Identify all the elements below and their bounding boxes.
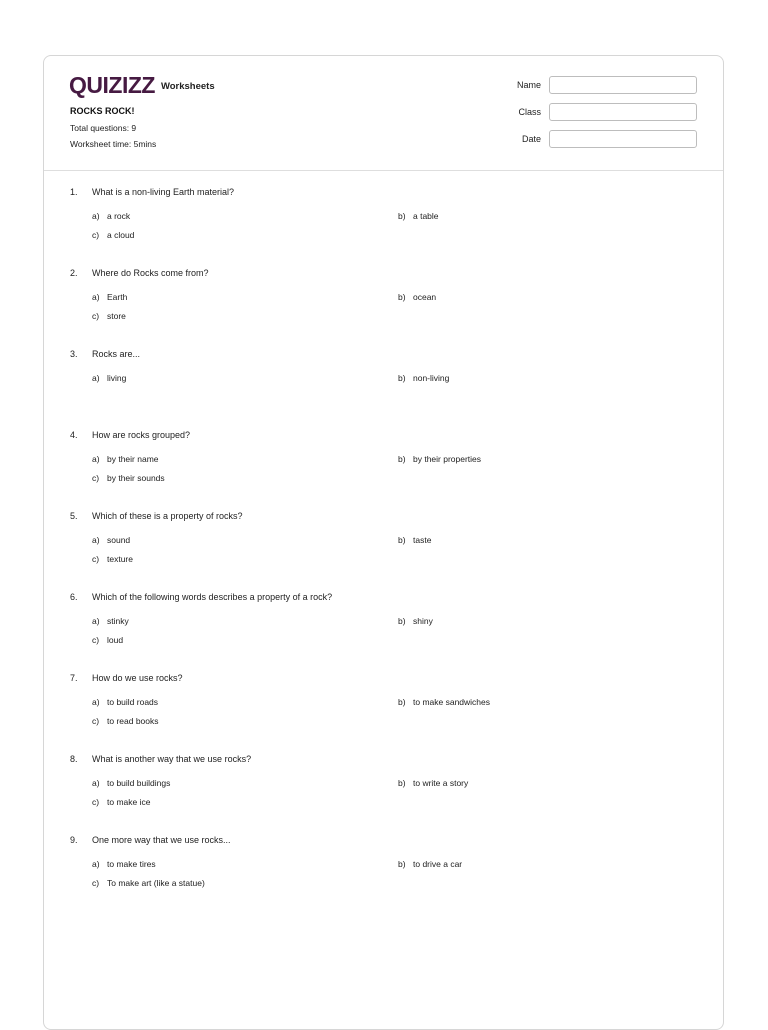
answer-options [92,616,700,656]
worksheet-time: Worksheet time: 5mins [70,139,157,149]
option-letter: c) [92,635,100,645]
answer-option[interactable] [92,716,159,727]
option-letter: a) [92,211,100,221]
answer-option[interactable] [92,778,170,789]
question-stem [70,510,700,522]
option-text: a rock [107,211,131,221]
answer-option[interactable] [398,697,490,708]
answer-option[interactable] [398,616,433,627]
question-text: What is another way that we use rocks? [92,754,252,764]
worksheet-title: ROCKS ROCK! [70,106,135,116]
brand [69,73,215,97]
answer-options [92,211,700,251]
option-text: taste [413,535,432,545]
option-letter: b) [398,859,406,869]
answer-option[interactable] [92,311,126,322]
option-text: living [107,373,127,383]
option-text: to read books [107,716,159,726]
option-letter: a) [92,616,100,626]
worksheet [43,55,724,1030]
answer-option[interactable] [398,859,462,870]
answer-options [92,778,700,818]
option-text: by their sounds [107,473,165,483]
answer-option[interactable] [92,859,156,870]
option-letter: b) [398,211,406,221]
option-letter: b) [398,778,406,788]
answer-option[interactable] [92,473,165,484]
option-letter: a) [92,859,100,869]
question-stem [70,753,700,765]
question-stem [70,186,700,198]
question-text: Which of these is a property of rocks? [92,511,243,521]
option-text: stinky [107,616,129,626]
answer-option[interactable] [92,697,158,708]
option-text: by their name [107,454,159,464]
option-letter: b) [398,292,406,302]
name-label: Name [516,80,541,90]
question-number: 5. [70,511,78,521]
question-item [70,186,700,267]
question-item [70,267,700,348]
option-letter: c) [92,878,100,888]
question-number: 8. [70,754,78,764]
answer-option[interactable] [398,778,468,789]
question-item [70,834,700,915]
question-stem [70,267,700,279]
question-item [70,591,700,672]
class-label: Class [518,107,541,117]
answer-options [92,454,700,494]
question-number: 4. [70,430,78,440]
option-text: to build roads [107,697,159,707]
date-label: Date [521,134,541,144]
answer-option[interactable] [92,535,130,546]
option-text: to drive a car [413,859,463,869]
question-stem [70,834,700,846]
question-stem [70,591,700,603]
option-letter: b) [398,697,406,707]
option-text: store [107,311,126,321]
option-letter: a) [92,535,100,545]
question-stem [70,672,700,684]
option-text: texture [107,554,133,564]
date-field-row [522,130,697,148]
question-text: One more way that we use rocks... [92,835,231,845]
answer-option[interactable] [92,373,126,384]
answer-option[interactable] [92,797,150,808]
question-item [70,348,700,429]
option-letter: b) [398,373,406,383]
option-text: sound [107,535,131,545]
question-number: 1. [70,187,78,197]
question-list [70,186,700,915]
option-text: a cloud [107,230,135,240]
name-field-row [517,76,697,94]
option-letter: b) [398,535,406,545]
answer-options [92,697,700,737]
option-text: to make ice [107,797,151,807]
answer-options [92,373,700,413]
answer-option[interactable] [398,454,481,465]
question-number: 7. [70,673,78,683]
option-letter: a) [92,373,100,383]
question-text: Where do Rocks come from? [92,268,209,278]
option-text: ocean [413,292,437,302]
question-number: 9. [70,835,78,845]
option-letter: b) [398,616,406,626]
question-stem [70,348,700,360]
option-letter: a) [92,697,100,707]
answer-option[interactable] [398,211,439,222]
option-letter: a) [92,454,100,464]
question-number: 6. [70,592,78,602]
option-letter: c) [92,230,100,240]
option-letter: a) [92,292,100,302]
quizizz-logo: QUIZIZZ [69,72,155,98]
answer-options [92,535,700,575]
option-letter: c) [92,473,100,483]
question-text: How do we use rocks? [92,673,183,683]
option-text: a table [413,211,439,221]
option-text: by their properties [413,454,482,464]
answer-option[interactable] [92,292,127,303]
question-item [70,753,700,834]
answer-option[interactable] [92,230,134,241]
answer-option[interactable] [92,635,123,646]
question-text: Rocks are... [92,349,141,359]
answer-option[interactable] [398,292,436,303]
brand-subtitle: Worksheets [160,80,215,92]
option-text: to make tires [107,859,156,869]
option-letter: c) [92,797,100,807]
option-text: to build buildings [107,778,171,788]
question-text: How are rocks grouped? [92,430,191,440]
option-text: to write a story [413,778,469,788]
option-letter: c) [92,311,100,321]
total-questions: Total questions: 9 [70,123,137,133]
class-field[interactable] [549,103,697,121]
class-field-row [518,103,697,121]
question-text: Which of the following words describes a property of a rock? [92,592,333,602]
worksheet-header [44,56,723,171]
option-text: loud [107,635,124,645]
question-stem [70,429,700,441]
question-item [70,510,700,591]
answer-option[interactable] [398,535,431,546]
option-letter: c) [92,554,100,564]
option-text: to make sandwiches [413,697,491,707]
name-field[interactable] [549,76,697,94]
option-text: shiny [413,616,433,626]
option-text: non-living [413,373,450,383]
answer-options [92,859,700,899]
question-item [70,429,700,510]
question-number: 3. [70,349,78,359]
question-text: What is a non-living Earth material? [92,187,235,197]
answer-option[interactable] [398,373,449,384]
answer-option[interactable] [92,616,129,627]
answer-option[interactable] [92,878,205,889]
option-text: Earth [107,292,128,302]
option-letter: c) [92,716,100,726]
answer-option[interactable] [92,211,130,222]
answer-option[interactable] [92,454,159,465]
answer-options [92,292,700,332]
option-letter: a) [92,778,100,788]
question-number: 2. [70,268,78,278]
option-letter: b) [398,454,406,464]
question-item [70,672,700,753]
date-field[interactable] [549,130,697,148]
option-text: To make art (like a statue) [107,878,205,888]
answer-option[interactable] [92,554,133,565]
